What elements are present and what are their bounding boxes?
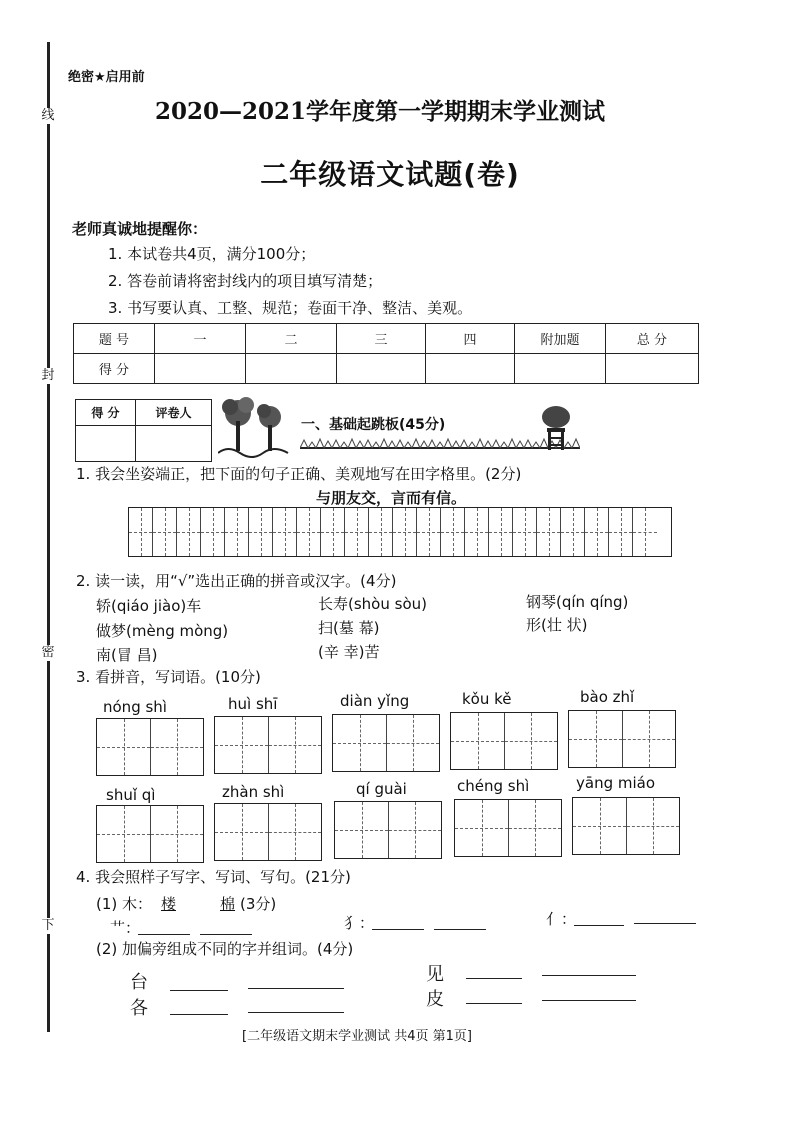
kid-illustration bbox=[538, 403, 578, 453]
q2-prompt: 2. 读一读，用“√”选出正确的拼音或汉字。(4分) bbox=[76, 572, 397, 590]
grid-cell[interactable] bbox=[585, 508, 609, 556]
answer-blank[interactable] bbox=[170, 989, 228, 991]
secret-label: 绝密★启用前 bbox=[68, 70, 145, 85]
answer-blank[interactable] bbox=[542, 999, 636, 1001]
word-box[interactable] bbox=[454, 799, 562, 857]
score-table-header: 题 号 bbox=[74, 324, 155, 354]
word-box[interactable] bbox=[450, 712, 558, 770]
score-table-header: 四 bbox=[426, 324, 515, 354]
pinyin-label: yāng miáo bbox=[576, 774, 656, 792]
answer-blank[interactable] bbox=[248, 1011, 344, 1013]
grid-cell[interactable] bbox=[273, 508, 297, 556]
radical-label: 亻： bbox=[546, 910, 577, 928]
score-table-header: 附加题 bbox=[515, 324, 606, 354]
grid-cell[interactable] bbox=[297, 508, 321, 556]
radical-label: 犭： bbox=[344, 914, 375, 932]
binding-char-xia: 下 bbox=[37, 918, 59, 934]
grid-cell[interactable] bbox=[489, 508, 513, 556]
q2-option[interactable]: (辛 幸)苦 bbox=[318, 643, 380, 661]
grid-cell[interactable] bbox=[369, 508, 393, 556]
q1-writing-grid[interactable] bbox=[128, 507, 672, 557]
word-box[interactable] bbox=[96, 718, 204, 776]
binding-char-xian: 线 bbox=[37, 108, 59, 124]
answer-blank[interactable] bbox=[248, 987, 344, 989]
pinyin-label: diàn yǐng bbox=[340, 692, 410, 710]
grid-cell[interactable] bbox=[225, 508, 249, 556]
grid-cell[interactable] bbox=[249, 508, 273, 556]
q1-prompt: 1. 我会坐姿端正，把下面的句子正确、美观地写在田字格里。(2分) bbox=[76, 465, 522, 483]
grid-cell[interactable] bbox=[321, 508, 345, 556]
answer-blank[interactable] bbox=[574, 924, 624, 926]
grid-cell[interactable] bbox=[201, 508, 225, 556]
grid-cell[interactable] bbox=[633, 508, 657, 556]
q4-example-char: 楼 bbox=[161, 895, 177, 913]
answer-blank[interactable] bbox=[170, 1013, 228, 1015]
grid-cell[interactable] bbox=[129, 508, 153, 556]
pinyin-label: zhàn shì bbox=[222, 783, 285, 801]
section-title: 一、基础起跳板(45分) bbox=[301, 417, 446, 433]
q3-prompt: 3. 看拼音，写词语。(10分) bbox=[76, 668, 261, 686]
grid-cell[interactable] bbox=[537, 508, 561, 556]
grader-score-label: 得 分 bbox=[76, 400, 136, 426]
q4-example-char: 棉 bbox=[220, 895, 236, 913]
answer-blank[interactable] bbox=[634, 922, 696, 924]
binding-char-mi: 密 bbox=[37, 645, 59, 661]
binding-line bbox=[47, 42, 50, 1032]
pinyin-label: bào zhǐ bbox=[580, 688, 635, 706]
exam-title: 2020—2021学年度第一学期期末学业测试 bbox=[154, 98, 606, 125]
page-footer: [二年级语文期末学业测试 共4页 第1页] bbox=[242, 1029, 472, 1044]
grid-cell[interactable] bbox=[441, 508, 465, 556]
q4-prompt: 4. 我会照样子写字、写词、写句。(21分) bbox=[76, 868, 351, 886]
q1-sentence: 与朋友交，言而有信。 bbox=[316, 489, 467, 507]
score-table bbox=[73, 323, 699, 384]
score-cell[interactable] bbox=[606, 354, 699, 384]
grader-reviewer-label: 评卷人 bbox=[135, 400, 211, 426]
pinyin-label: nóng shì bbox=[103, 698, 167, 716]
q2-option[interactable]: 做梦(mèng mòng) bbox=[96, 622, 229, 640]
pinyin-label: qí guài bbox=[356, 780, 407, 798]
grid-cell[interactable] bbox=[345, 508, 369, 556]
score-cell[interactable] bbox=[337, 354, 426, 384]
answer-blank[interactable] bbox=[200, 933, 252, 935]
score-row-label: 得 分 bbox=[74, 354, 155, 384]
answer-blank[interactable] bbox=[466, 1002, 522, 1004]
score-table-header: 三 bbox=[337, 324, 426, 354]
score-cell[interactable] bbox=[515, 354, 606, 384]
pinyin-label: chéng shì bbox=[457, 777, 530, 795]
exam-subtitle: 二年级语文试题(卷) bbox=[260, 158, 520, 191]
score-cell[interactable] bbox=[155, 354, 246, 384]
tree-illustration bbox=[218, 393, 298, 458]
base-char: 各 bbox=[130, 998, 148, 1019]
q2-option[interactable]: 钢琴(qín qíng) bbox=[526, 593, 629, 611]
answer-blank[interactable] bbox=[138, 933, 190, 935]
pinyin-label: shuǐ qì bbox=[106, 786, 156, 804]
notice-item: 1. 本试卷共4页，满分100分； bbox=[108, 245, 316, 263]
base-char: 台 bbox=[130, 972, 148, 993]
score-cell[interactable] bbox=[426, 354, 515, 384]
score-table-header: 总 分 bbox=[606, 324, 699, 354]
binding-char-feng: 封 bbox=[37, 368, 59, 384]
grid-cell[interactable] bbox=[561, 508, 585, 556]
score-cell[interactable] bbox=[246, 354, 337, 384]
grader-score-cell[interactable] bbox=[76, 426, 136, 462]
q2-option[interactable]: 形(壮 状) bbox=[526, 616, 588, 634]
answer-blank[interactable] bbox=[466, 977, 522, 979]
grid-cell[interactable] bbox=[153, 508, 177, 556]
word-box[interactable] bbox=[334, 801, 442, 859]
answer-blank[interactable] bbox=[434, 928, 486, 930]
q2-option[interactable]: 南(冒 昌) bbox=[96, 646, 158, 664]
grid-cell[interactable] bbox=[177, 508, 201, 556]
q4-part1-score: (3分) bbox=[240, 895, 277, 913]
grid-cell[interactable] bbox=[393, 508, 417, 556]
grader-reviewer-cell[interactable] bbox=[135, 426, 211, 462]
pinyin-label: kǒu kě bbox=[462, 690, 512, 708]
q4-part1-label: (1) 木： bbox=[96, 895, 153, 913]
word-box[interactable] bbox=[214, 716, 322, 774]
answer-blank[interactable] bbox=[372, 928, 424, 930]
base-char: 皮 bbox=[426, 989, 444, 1010]
word-box[interactable] bbox=[96, 805, 204, 863]
word-box[interactable] bbox=[214, 803, 322, 861]
grid-cell[interactable] bbox=[609, 508, 633, 556]
answer-blank[interactable] bbox=[542, 974, 636, 976]
base-char: 见 bbox=[426, 964, 444, 985]
grid-cell[interactable] bbox=[513, 508, 537, 556]
grid-cell[interactable] bbox=[417, 508, 441, 556]
q2-option[interactable]: 长寿(shòu sòu) bbox=[318, 595, 427, 613]
grader-box bbox=[75, 399, 212, 462]
radical-label: 艹： bbox=[110, 919, 141, 937]
word-box[interactable] bbox=[332, 714, 440, 772]
q2-option[interactable]: 轿(qiáo jiào)车 bbox=[96, 597, 202, 615]
word-box[interactable] bbox=[572, 797, 680, 855]
q2-option[interactable]: 扫(墓 幕) bbox=[318, 619, 380, 637]
word-box[interactable] bbox=[568, 710, 676, 768]
notice-item: 2. 答卷前请将密封线内的项目填写清楚； bbox=[108, 272, 383, 290]
pinyin-label: huì shī bbox=[228, 695, 278, 713]
notice-heading: 老师真诚地提醒你： bbox=[72, 220, 208, 238]
score-table-header: 二 bbox=[246, 324, 337, 354]
notice-item: 3. 书写要认真、工整、规范；卷面干净、整洁、美观。 bbox=[108, 299, 473, 317]
score-table-header: 一 bbox=[155, 324, 246, 354]
grid-cell[interactable] bbox=[465, 508, 489, 556]
q4-part2-prompt: (2) 加偏旁组成不同的字并组词。(4分) bbox=[96, 940, 354, 958]
